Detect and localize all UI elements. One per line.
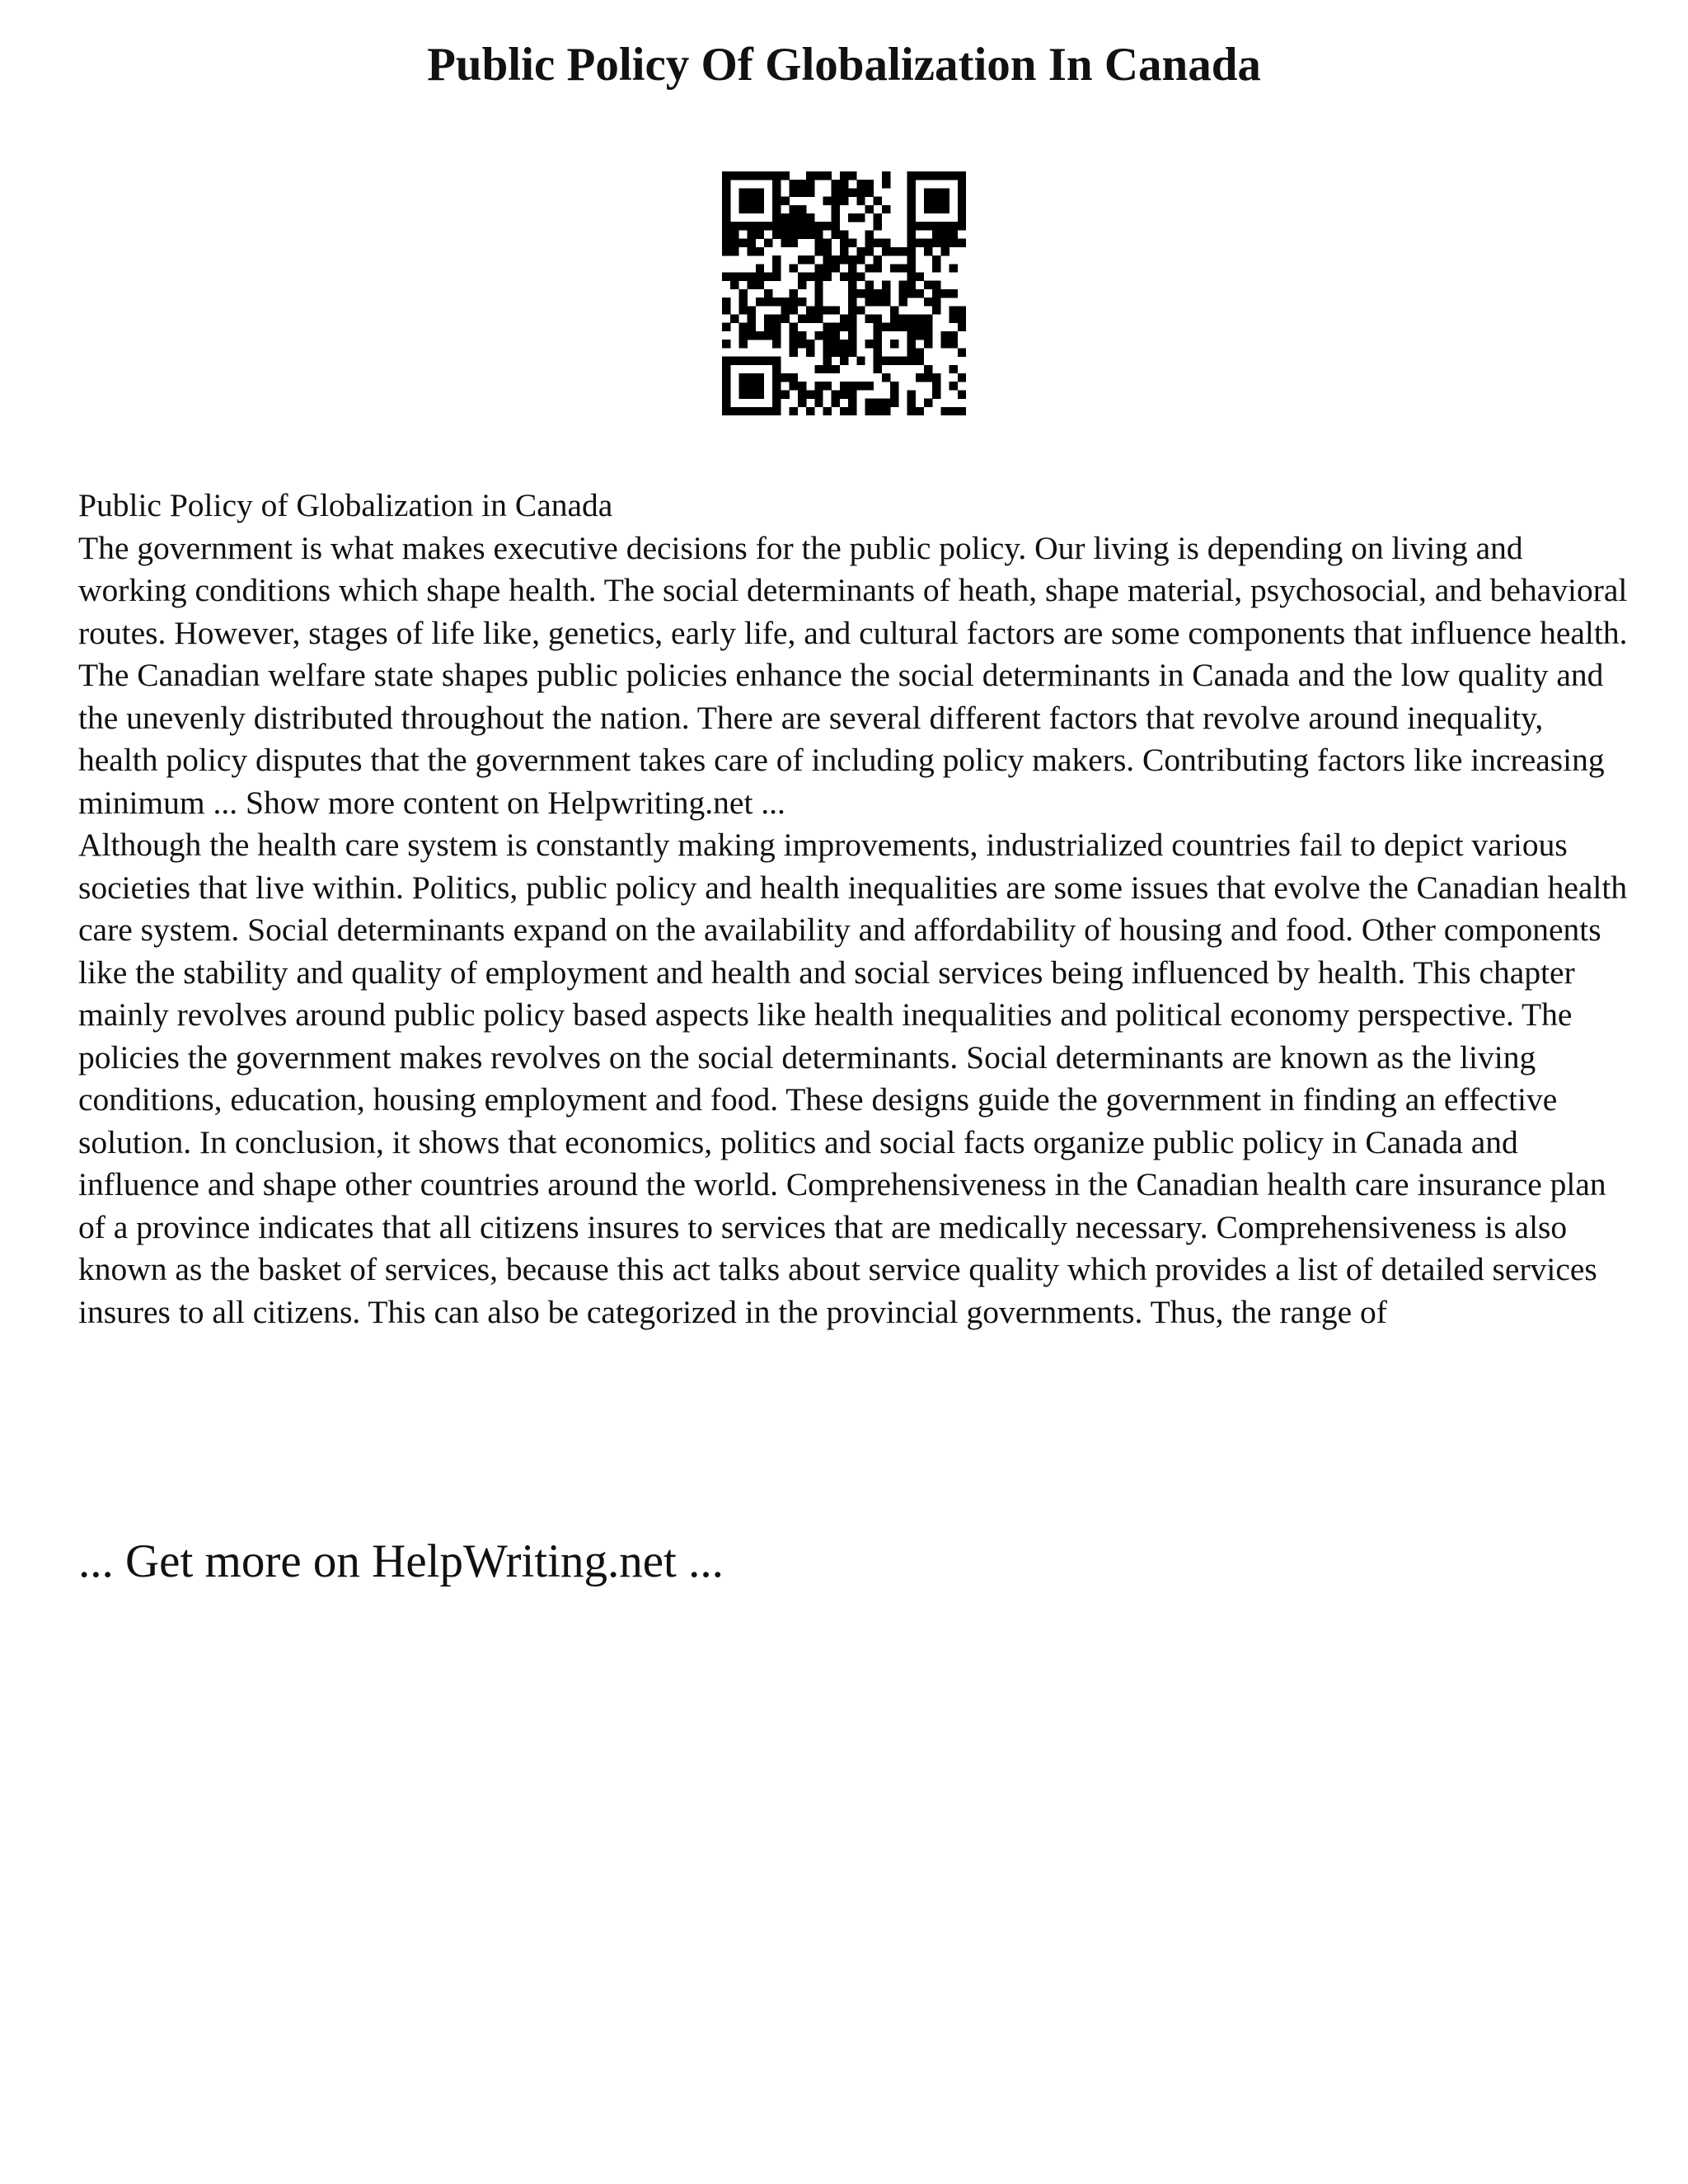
paragraph-intro: The government is what makes executive decisions for the public policy. Our living is depending on living and working conditions which shape health. The social determinants of heath, shape material, psychosocial, and behavioral routes. However, stages of life like, genetics, early life, and cultural factors are some components that influence health. The Canadian welfare state shapes public policies enhance the social determinants in Canada and the low quality and the unevenly distributed throughout the nation. There are several different factors that revolve around inequality, health policy disputes that the government takes care of including policy makers. Contributing factors like increasing minimum ... Show more content on Helpwriting.net ...	[78, 529, 1628, 821]
article-body	[78, 485, 1628, 1333]
paragraph-main: Although the health care system is constantly making improvements, industrialized countries fail to depict various societies that live within. Politics, public policy and health inequalities are some issues that evolve the Canadian health care system. Social determinants expand on the availability and affordability of housing and food. Other components like the stability and quality of employment and health and social services being influenced by health. This chapter mainly revolves around public policy based aspects like health inequalities and political economy perspective. The policies the government makes revolves on the social determinants. Social determinants are known as the living conditions, education, housing employment and food. These designs guide the government in finding an effective solution. In conclusion, it shows that economics, politics and social facts organize public policy in Canada and influence and shape other countries around the world. Comprehensiveness in the Canadian health care insurance plan of a province indicates that all citizens insures to services that are medically necessary. Comprehensiveness is also known as the basket of services, because this act talks about service quality which provides a list of detailed services insures to all citizens. This can also be categorized in the provincial governments. Thus, the range of	[78, 827, 1628, 1330]
qr-code-icon	[722, 171, 966, 415]
section-heading: Public Policy of Globalization in Canada	[78, 487, 613, 523]
document-title: Public Policy Of Globalization In Canada	[427, 39, 1261, 91]
get-more-link[interactable]: ... Get more on HelpWriting.net ...	[78, 1535, 724, 1587]
